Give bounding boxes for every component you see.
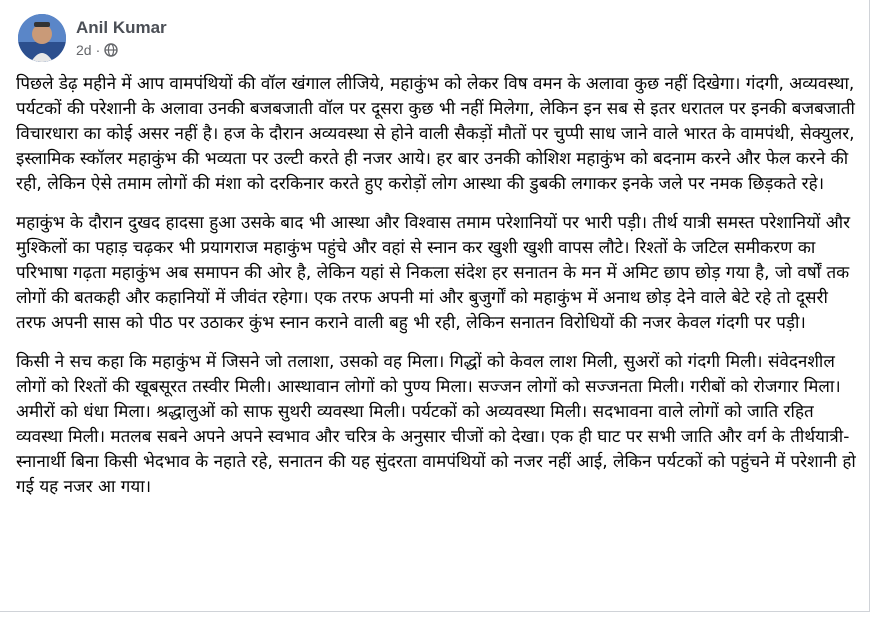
avatar-photo-icon (18, 14, 66, 62)
post-paragraph-2: महाकुंभ के दौरान दुखद हादसा हुआ उसके बाद भी आस्था और विश्वास तमाम परेशानियों पर भारी पड़ी। तीर्थ यात्री समस्त परेशानियों और मुश्किलों का पहाड़ चढ़कर भी प्रयागराज महाकुंभ पहुंचे और वहां से स्नान कर खुशी खुशी वापस लौटे। रिश्तों के जटिल समीकरण का परिभाषा गढ़ता महाकुंभ अब समापन की ओर है, लेकिन यहां से निकला संदेश हर सनातन के मन में अमिट छाप छोड़ गया है, जो वर्षों तक लोगों की बतकही और कहानियों में जीवंत रहेगा। एक तरफ अपनी मां और बुजुर्गों को महाकुंभ में अनाथ छोड़ देने वाले बेटे रहे तो दूसरी तरफ अपनी सास को पीठ पर उठाकर कुंभ स्नान कराने वाली बहु भी रही, लेकिन सनातन विरोधियों की नजर केवल गंदगी पर पड़ी। (16, 213, 851, 333)
post-content (16, 72, 862, 500)
avatar[interactable] (18, 14, 66, 62)
author-name[interactable]: Anil Kumar (76, 18, 167, 37)
globe-icon[interactable] (104, 43, 118, 57)
post-time[interactable]: 2d (76, 42, 92, 58)
post-meta (76, 42, 118, 58)
post-paragraph-3: किसी ने सच कहा कि महाकुंभ में जिसने जो तलाशा, उसको वह मिला। गिद्धों को केवल लाश मिली, सुअरों को गंदगी मिली। संवेदनशील लोगों को रिश्तों की खूबसूरत तस्वीर मिली। आस्थावान लोगों को पुण्य मिला। सज्जन लोगों को सज्जनता मिली। गरीबों को रोजगार मिला। अमीरों को धंधा मिला। श्रद्धालुओं को साफ सुथरी व्यवस्था मिली। पर्यटकों को अव्यवस्था मिली। सदभावना वाले लोगों को जाति रहित व्यवस्था मिली। मतलब सबने अपने अपने स्वभाव और चरित्र के अनुसार चीजों को देखा। एक ही घाट पर सभी जाति और वर्ग के तीर्थयात्री-स्नानार्थी बिना किसी भेदभाव के नहाते रहे, सनातन की यह सुंदरता वामपंथियों को नजर नहीं आई, लेकिन पर्यटकों को पहुंचने में परेशानी हो गई यह नजर आ गया। (16, 352, 856, 497)
meta-dot: · (95, 42, 101, 58)
post-paragraph-1: पिछले डेढ़ महीने में आप वामपंथियों की वॉल खंगाल लीजिये, महाकुंभ को लेकर विष वमन के अलावा कुछ नहीं दिखेगा। गंदगी, अव्यवस्था, पर्यटकों की परेशानी के अलावा उनकी बजबजाती वॉल पर दूसरा कुछ भी नहीं मिलेगा, लेकिन इन सब से इतर धरातल पर इनकी बजबजाती विचारधारा का कोई असर नहीं है। हज के दौरान अव्यवस्था से होने वाली सैकड़ों मौतों पर चुप्पी साध जाने वाले भारत के वामपंथी, सेक्युलर, इस्लामिक स्कॉलर महाकुंभ की भव्यता पर उल्टी करते ही नजर आये। हर बार उनकी कोशिश महाकुंभ को बदनाम करने और फेल करने की रही, लेकिन ऐसे तमाम लोगों की मंशा को दरकिनार करते हुए करोड़ों लोग आस्था की डुबकी लगाकर इनके जले पर नमक छिड़कते रहे। (16, 74, 855, 194)
